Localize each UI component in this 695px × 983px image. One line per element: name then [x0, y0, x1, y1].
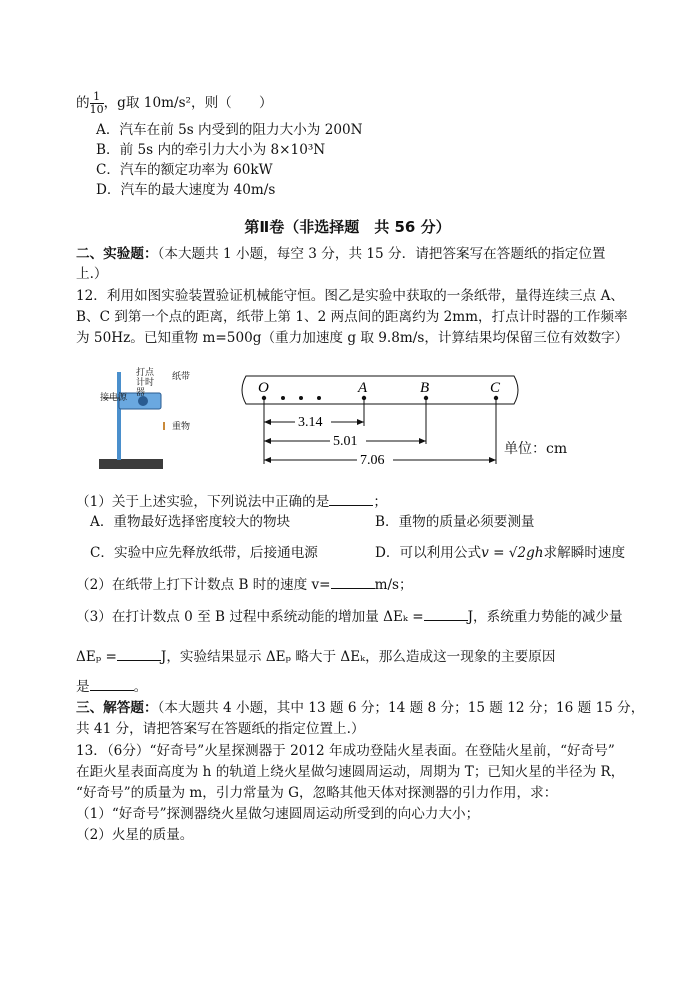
- value-ob: 5.01: [333, 434, 358, 449]
- sub3-line2: ΔEₚ = J，实验结果显示 ΔEₚ 略大于 ΔEₖ，那么造成这一现象的主要原因: [76, 649, 556, 665]
- unit-label: 单位：cm: [504, 441, 568, 457]
- question-continuation: 的 $\frac{1}{10}$ ，g取 10m/s²，则（ ）: [76, 90, 273, 116]
- dot-1: [281, 396, 285, 400]
- dot-3: [317, 396, 321, 400]
- section3-desc-cont: 共 41 分，请把答案写在答题纸的指定位置上.）: [76, 721, 365, 737]
- option-c: C．汽车的额定功率为 60kW: [96, 162, 273, 178]
- dot-o: [262, 396, 266, 400]
- label-o: O: [258, 380, 269, 396]
- q12-line2: B、C 到第一个点的距离，纸带上第 1、2 两点间的距离约为 2mm，打点计时器的工作频率: [76, 309, 628, 325]
- dot-a: [362, 396, 366, 400]
- dot-2: [299, 396, 303, 400]
- answer-blank: [329, 505, 373, 506]
- base-stand: [99, 459, 163, 469]
- formula: v = √2gh: [481, 545, 544, 561]
- sub1-opt-a: A．重物最好选择密度较大的物块: [90, 514, 291, 530]
- part2-title: 第Ⅱ卷（非选择题 共 56 分）: [244, 218, 451, 236]
- sub1-opt-b: B．重物的质量必须要测量: [375, 514, 535, 530]
- q12-line1: 12．利用如图实验装置验证机械能守恒。图乙是实验中获取的一条纸带，量得连续三点 A、: [76, 288, 624, 304]
- answer-blank: [424, 620, 468, 621]
- sub3-question: （3）在打计数点 0 至 B 过程中系统动能的增加量 ΔEₖ = J，系统重力势能的减少量: [76, 609, 623, 625]
- sub1-question: （1）关于上述实验，下列说法中正确的是 ；: [76, 494, 387, 510]
- section3-header: 三、解答题：（本大题共 4 小题，其中 13 题 6 分；14 题 8 分；15 题 12 分；16 题 15 分，: [76, 700, 645, 716]
- tape-label: 纸带: [172, 372, 191, 382]
- q13-sub1: （1）“好奇号”探测器绕火星做匀速圆周运动所受到的向心力大小；: [76, 806, 480, 822]
- q12-line3: 为 50Hz。已知重物 m=500g（重力加速度 g 取 9.8m/s，计算结果均保留三位有效数字）: [76, 330, 629, 346]
- section2-header: 二、实验题：（本大题共 1 小题，每空 3 分，共 15 分．请把答案写在答题纸的指定位置: [76, 246, 606, 262]
- q13-line1: 13．（6分）“好奇号”火星探测器于 2012 年成功登陆火星表面。在登陆火星前，“好奇号”: [76, 743, 615, 759]
- section2-desc-cont: 上.）: [76, 266, 108, 282]
- sub1-opt-d: D．可以利用公式v = √2gh求解瞬时速度: [375, 545, 626, 561]
- option-d: D．汽车的最大速度为 40m/s: [96, 182, 276, 198]
- answer-blank: [117, 660, 161, 661]
- option-a: A．汽车在前 5s 内受到的阻力大小为 200N: [96, 122, 363, 138]
- tape-diagram: [240, 372, 530, 470]
- weight-block: [163, 422, 165, 430]
- option-b: B．前 5s 内的牵引力大小为 8×10³N: [96, 142, 326, 158]
- label-a: A: [358, 380, 368, 396]
- label-c: C: [490, 380, 501, 396]
- q13-line3: “好奇号”的质量为 m，引力常量为 G，忽略其他天体对探测器的引力作用，求：: [76, 785, 558, 801]
- sub1-opt-c: C．实验中应先释放纸带，后接通电源: [90, 545, 318, 561]
- weight-label: 重物: [172, 422, 191, 432]
- dot-b: [424, 396, 428, 400]
- q13-sub2: （2）火星的质量。: [76, 827, 194, 843]
- answer-blank: [331, 588, 375, 589]
- q13-line2: 在距火星表面高度为 h 的轨道上绕火星做匀速圆周运动，周期为 T；已知火星的半径为 R，: [76, 764, 625, 780]
- sub3-line3: 是 。: [76, 679, 148, 695]
- value-oc: 7.06: [360, 453, 385, 468]
- value-oa: 3.14: [298, 415, 323, 430]
- label-b: B: [420, 380, 430, 396]
- dot-c: [494, 396, 498, 400]
- stand-rod: [117, 372, 121, 460]
- answer-blank: [90, 690, 134, 691]
- fraction: $\frac{1}{10}$: [89, 90, 104, 116]
- power-label: 接电源: [100, 393, 128, 403]
- timer-label: 打点计时器: [136, 368, 155, 398]
- sub2-question: （2）在纸带上打下计数点 B 时的速度 v= m/s；: [76, 577, 413, 593]
